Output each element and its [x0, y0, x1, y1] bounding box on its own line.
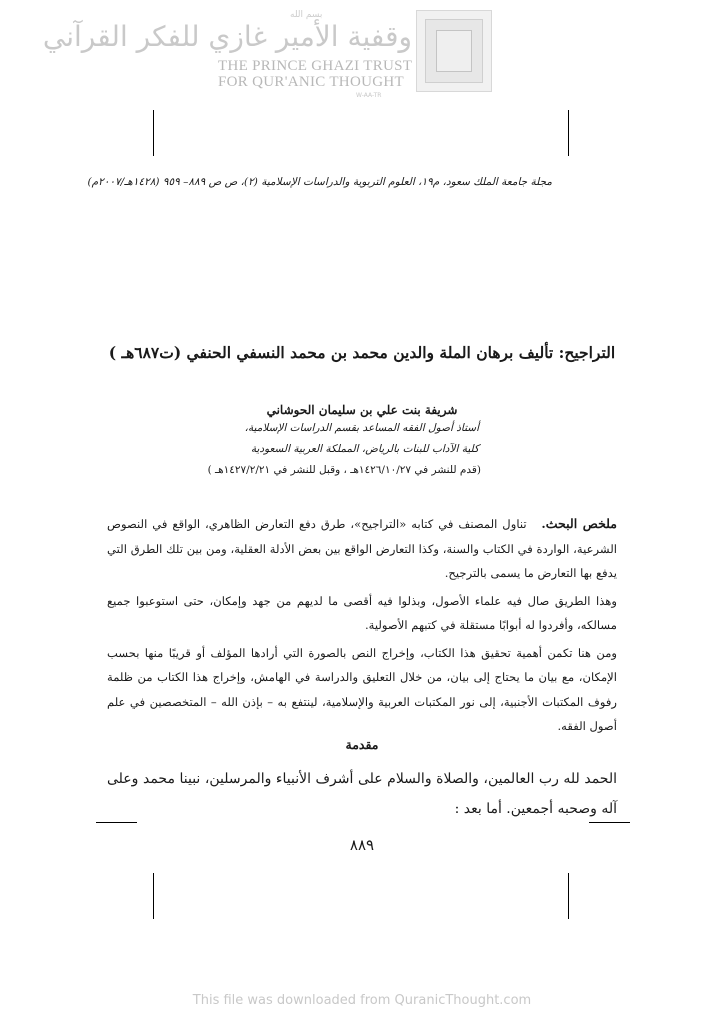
crop-mark-bottom-left-v: [153, 873, 154, 919]
download-watermark: This file was downloaded from QuranicThought.com: [192, 993, 532, 1008]
abstract: [107, 512, 617, 742]
abstract-lead: ملخص البحث.: [541, 516, 617, 531]
journal-citation: مجلة جامعة الملك سعود، م١٩، العلوم التربوية والدراسات الإسلامية (٢)، ص ص ٨٨٩– ٩٥٩ (١٤٢٨هـ/٢٠٠٧م): [87, 176, 552, 188]
crop-mark-top-left: [153, 110, 154, 156]
abstract-text-1: تناول المصنف في كتابه «التراجيح»، طرق دفع التعارض الظاهري، الواقع في النصوص الشرعية، الواردة في الكتاب والسنة، وكذا التعارض الواقع بين بعض الأدلة العقلية، ومن بين تلك الطرق التي يدفع بها التعارض ما يسمى بالترجيح.: [107, 517, 617, 580]
author-affiliation-line1: أستاذ أصول الفقه المساعد بقسم الدراسات الإسلامية،: [244, 422, 479, 434]
crop-mark-top-right: [568, 110, 569, 156]
article-title: التراجيح: تأليف برهان الملة والدين محمد بن محمد النسفي الحنفي (ت٦٨٧هـ ): [108, 343, 616, 362]
introduction-text: الحمد لله رب العالمين، والصلاة والسلام على أشرف الأنبياء والمرسلين، نبينا محمد وعلى آله وصحبه أجمعين. أما بعد :: [107, 771, 617, 817]
logo-subtext: W-AA-TR: [356, 92, 382, 99]
author-name: شريفة بنت علي بن سليمان الحوشاني: [266, 403, 458, 417]
abstract-paragraph-1: [107, 512, 617, 586]
submission-dates: (قدم للنشر في ١٤٢٦/١٠/٢٧هـ ، وقبل للنشر في ١٤٢٧/٢/٢١هـ ): [207, 464, 481, 476]
crop-mark-bottom-right-v: [568, 873, 569, 919]
abstract-paragraph-2: وهذا الطريق صال فيه علماء الأصول، وبذلوا فيه أقصى ما لديهم من جهد وإمكان، حتى استوعبوا جميع مسالكه، وأفردوا له أبوابًا مستقلة في كتبهم الأصولية.: [107, 593, 617, 632]
introduction-heading: مقدمة: [345, 737, 379, 752]
abstract-paragraph-3: ومن هنا تكمن أهمية تحقيق هذا الكتاب، وإخراج النص بالصورة التي أرادها المؤلف أو قريبًا منها بحسب الإمكان، مع بيان ما يحتاج إلى بيان، من خلال التعليق والدراسة في الهامش، وإخراج هذا الكتاب من ظلمة رفوف المكتبات الأجنبية، إلى نور المكتبات العربية والإسلامية، لينتفع به – بإذن الله – المتخصصين في علم أصول الفقه.: [107, 645, 617, 733]
author-affiliation-line2: كلية الآداب للبنات بالرياض، المملكة العربية السعودية: [250, 443, 479, 455]
logo-english-line1: THE PRINCE GHAZI TRUST: [218, 58, 413, 74]
page-number: ٨٨٩: [349, 836, 375, 854]
logo-emblem-icon: [416, 10, 492, 92]
logo-top-text: بسم الله: [290, 10, 323, 20]
logo-arabic-text: وقفية الأمير غازي للفكر القرآني: [42, 20, 412, 53]
logo-english-line2: FOR QUR'ANIC THOUGHT: [218, 74, 404, 90]
